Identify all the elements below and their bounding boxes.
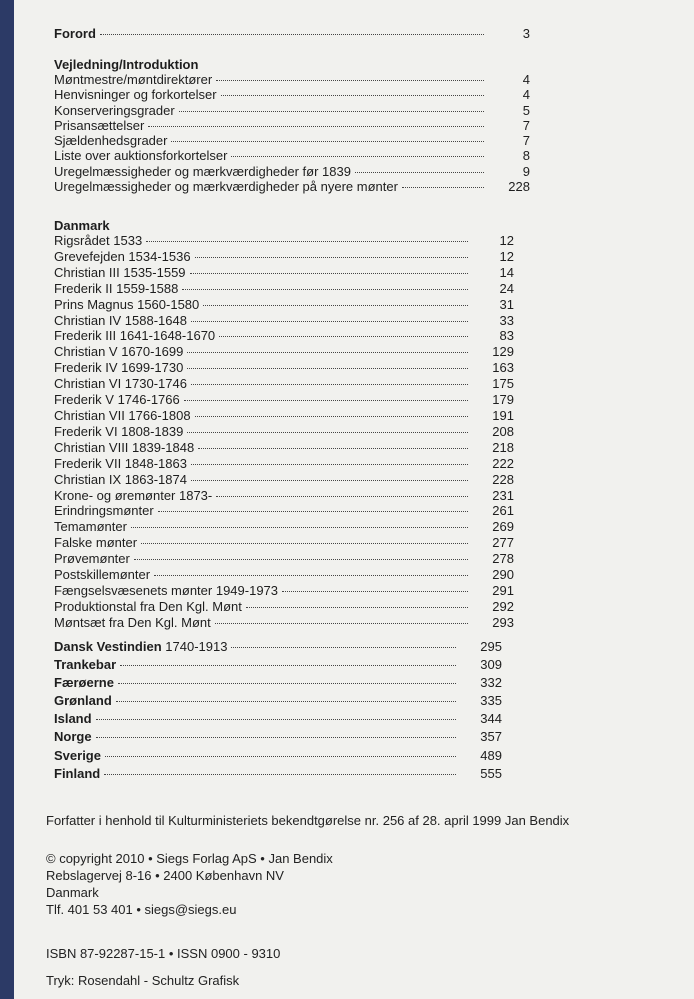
toc-page: 222 xyxy=(492,455,514,471)
toc-label: Frederik V 1746-1766 xyxy=(54,392,180,408)
toc-row xyxy=(54,148,530,163)
leader-dots xyxy=(179,111,484,112)
toc-row xyxy=(54,440,514,456)
toc-label-suffix: 1740-1913 xyxy=(161,639,228,654)
toc-row xyxy=(54,72,530,87)
leader-dots xyxy=(191,480,468,481)
toc-label: Prisansættelser xyxy=(54,117,145,133)
toc-label-main: Finland xyxy=(54,765,101,781)
leader-dots xyxy=(184,400,468,401)
toc-page: 269 xyxy=(492,519,514,535)
leader-dots xyxy=(118,683,456,684)
toc-row xyxy=(54,472,514,488)
toc-label: Frederik IV 1699-1730 xyxy=(54,360,184,376)
toc-row xyxy=(54,265,514,281)
toc-label-main: Dansk Vestindien xyxy=(54,639,162,654)
leader-dots xyxy=(141,543,468,544)
toc-page: 228 xyxy=(508,179,530,195)
toc-row xyxy=(54,164,530,179)
toc-label: Produktionstal fra Den Kgl. Mønt xyxy=(54,598,242,614)
book-page xyxy=(14,0,694,999)
toc-page: 357 xyxy=(480,729,502,745)
toc-label: Christian VI 1730-1746 xyxy=(54,376,187,392)
toc-row xyxy=(54,133,530,148)
toc-label-main: Trankebar xyxy=(54,657,117,673)
toc-label-main: Færøerne xyxy=(54,675,114,691)
toc-regions-section xyxy=(54,638,502,783)
toc-page: 12 xyxy=(499,248,514,264)
toc-page: 332 xyxy=(480,675,502,691)
toc-foreword xyxy=(54,26,530,42)
toc-label: Prøvemønter xyxy=(54,551,130,567)
leader-dots xyxy=(191,321,468,322)
toc-label-main: Norge xyxy=(54,729,92,745)
toc-row xyxy=(54,728,502,746)
toc-label-main: Sverige xyxy=(54,747,101,763)
contact-line: Tlf. 401 53 401 • siegs@siegs.eu xyxy=(46,902,237,917)
toc-label: Frederik III 1641-1648-1670 xyxy=(54,328,216,344)
toc-page: 261 xyxy=(492,503,514,519)
leader-dots xyxy=(231,647,456,648)
leader-dots xyxy=(154,575,468,576)
leader-dots xyxy=(187,352,468,353)
toc-page: 4 xyxy=(522,72,530,87)
leader-dots xyxy=(171,141,484,142)
leader-dots xyxy=(216,496,468,497)
toc-label: Christian V 1670-1699 xyxy=(54,344,184,360)
toc-page: 5 xyxy=(522,102,530,118)
toc-label: Krone- og øremønter 1873- xyxy=(54,487,213,503)
toc-page: 489 xyxy=(480,747,502,763)
toc-label: Christian VII 1766-1808 xyxy=(54,407,191,423)
toc-label: Forord xyxy=(54,26,96,41)
toc-label xyxy=(54,765,100,783)
toc-page: 291 xyxy=(492,582,514,598)
toc-page: 24 xyxy=(499,280,514,296)
toc-page: 292 xyxy=(492,598,514,614)
toc-row xyxy=(54,674,502,692)
section-heading: Danmark xyxy=(54,218,110,233)
toc-label: Fængselsvæsenets mønter 1949-1973 xyxy=(54,582,279,598)
toc-page: 83 xyxy=(499,328,514,344)
toc-label-main: Grønland xyxy=(54,693,112,709)
toc-page: 163 xyxy=(492,360,514,376)
toc-row xyxy=(54,583,514,599)
toc-row xyxy=(54,503,514,519)
toc-page: 7 xyxy=(522,133,530,149)
leader-dots xyxy=(198,448,468,449)
leader-dots xyxy=(215,623,468,624)
toc-label: Erindringsmønter xyxy=(54,503,154,519)
toc-row xyxy=(54,535,514,551)
toc-page: 218 xyxy=(492,439,514,455)
regions-list xyxy=(54,638,502,783)
toc-label: Christian VIII 1839-1848 xyxy=(54,439,195,455)
toc-row xyxy=(54,118,530,133)
toc-row xyxy=(54,638,502,656)
toc-page: 175 xyxy=(492,376,514,392)
leader-dots xyxy=(146,241,468,242)
toc-page: 4 xyxy=(522,87,530,103)
toc-row xyxy=(54,710,502,728)
copyright-line: © copyright 2010 • Siegs Forlag ApS • Jan Bendix xyxy=(46,851,333,866)
toc-label xyxy=(54,638,227,656)
toc-page: 3 xyxy=(522,26,530,41)
isbn-line: ISBN 87-92287-15-1 • ISSN 0900 - 9310 xyxy=(46,946,281,961)
author-note: Forfatter i henhold til Kulturministeriets bekendtgørelse nr. 256 af 28. april 1999 Jan Bendix xyxy=(46,813,570,828)
toc-page: 33 xyxy=(499,312,514,328)
leader-dots xyxy=(246,607,468,608)
imprint xyxy=(46,812,686,829)
toc-label: Postskillemønter xyxy=(54,567,151,583)
toc-label: Falske mønter xyxy=(54,535,138,551)
toc-row xyxy=(54,488,514,504)
toc-label: Frederik II 1559-1588 xyxy=(54,280,179,296)
toc-page: 191 xyxy=(492,407,514,423)
leader-dots xyxy=(134,559,468,560)
leader-dots xyxy=(231,156,484,157)
printer-line: Tryk: Rosendahl - Schultz Grafisk xyxy=(46,973,240,988)
toc-page: 555 xyxy=(480,765,502,781)
toc-page: 344 xyxy=(480,711,502,727)
toc-page: 309 xyxy=(480,657,502,673)
toc-row xyxy=(54,392,514,408)
leader-dots xyxy=(96,737,456,738)
toc-row xyxy=(54,249,514,265)
toc-label-main: Island xyxy=(54,711,92,727)
toc-page: 31 xyxy=(499,296,514,312)
imprint-isbn xyxy=(46,945,686,962)
leader-dots xyxy=(104,774,456,775)
toc-row xyxy=(54,692,502,710)
toc-page: 290 xyxy=(492,567,514,583)
toc-page: 12 xyxy=(499,233,514,248)
toc-label xyxy=(54,692,112,710)
leader-dots xyxy=(216,80,484,81)
toc-label xyxy=(54,728,92,746)
toc-page: 335 xyxy=(480,693,502,709)
toc-page: 228 xyxy=(492,471,514,487)
toc-page: 277 xyxy=(492,535,514,551)
toc-label: Liste over auktionsforkortelser xyxy=(54,148,228,164)
toc-page: 295 xyxy=(480,639,502,654)
toc-row xyxy=(54,313,514,329)
leader-dots xyxy=(195,416,468,417)
leader-dots xyxy=(116,701,456,702)
toc-row xyxy=(54,328,514,344)
toc-label: Uregelmæssigheder og mærkværdigheder på nyere mønter xyxy=(54,179,398,195)
toc-page: 8 xyxy=(522,148,530,164)
toc-row xyxy=(54,519,514,535)
toc-page: 293 xyxy=(492,614,514,630)
toc-label: Frederik VI 1808-1839 xyxy=(54,423,184,439)
toc-label: Møntmestre/møntdirektører xyxy=(54,72,213,87)
leader-dots xyxy=(195,257,468,258)
toc-row xyxy=(54,424,514,440)
imprint-publisher xyxy=(46,850,686,918)
address-line: Rebslagervej 8-16 • 2400 København NV xyxy=(46,868,284,883)
toc-page: 278 xyxy=(492,551,514,567)
toc-page: 129 xyxy=(492,344,514,360)
leader-dots xyxy=(219,336,468,337)
toc-label xyxy=(54,674,114,692)
toc-label: Christian III 1535-1559 xyxy=(54,264,186,280)
imprint-printer xyxy=(46,972,686,989)
toc-row xyxy=(54,599,514,615)
section-heading: Vejledning/Introduktion xyxy=(54,57,199,72)
toc-label xyxy=(54,710,92,728)
toc-row xyxy=(54,179,530,194)
toc-row xyxy=(54,615,514,631)
toc-label: Konserveringsgrader xyxy=(54,102,175,118)
country-line: Danmark xyxy=(46,885,99,900)
toc-label xyxy=(54,656,116,674)
toc-row xyxy=(54,456,514,472)
toc-guide-section xyxy=(54,57,530,194)
leader-dots xyxy=(182,289,468,290)
toc-page: 208 xyxy=(492,423,514,439)
toc-label: Møntsæt fra Den Kgl. Mønt xyxy=(54,614,211,630)
toc-label: Sjældenhedsgrader xyxy=(54,133,168,149)
toc-label: Frederik VII 1848-1863 xyxy=(54,455,187,471)
toc-row xyxy=(54,376,514,392)
leader-dots xyxy=(100,34,484,35)
denmark-list xyxy=(54,233,514,631)
toc-label: Grevefejden 1534-1536 xyxy=(54,248,191,264)
toc-label: Rigsrådet 1533 xyxy=(54,233,143,248)
toc-row xyxy=(54,281,514,297)
toc-row xyxy=(54,233,514,249)
toc-label: Henvisninger og forkortelser xyxy=(54,87,217,103)
toc-row xyxy=(54,297,514,313)
toc-label: Uregelmæssigheder og mærkværdigheder før 1839 xyxy=(54,163,351,179)
leader-dots xyxy=(158,511,468,512)
toc-row xyxy=(54,656,502,674)
leader-dots xyxy=(96,719,456,720)
toc-row xyxy=(54,408,514,424)
toc-row xyxy=(54,103,530,118)
toc-row xyxy=(54,360,514,376)
leader-dots xyxy=(187,432,468,433)
toc-row xyxy=(54,26,530,42)
toc-denmark-section xyxy=(54,218,514,631)
toc-label: Christian IX 1863-1874 xyxy=(54,471,187,487)
toc-page: 9 xyxy=(522,163,530,179)
toc-page: 14 xyxy=(499,264,514,280)
leader-dots xyxy=(191,384,468,385)
leader-dots xyxy=(187,368,468,369)
leader-dots xyxy=(131,527,468,528)
toc-row xyxy=(54,551,514,567)
leader-dots xyxy=(191,464,468,465)
toc-page: 7 xyxy=(522,117,530,133)
leader-dots xyxy=(190,273,468,274)
leader-dots xyxy=(203,305,468,306)
toc-label xyxy=(54,747,101,765)
leader-dots xyxy=(282,591,468,592)
toc-row xyxy=(54,344,514,360)
toc-page: 179 xyxy=(492,392,514,408)
toc-label: Christian IV 1588-1648 xyxy=(54,312,187,328)
toc-row xyxy=(54,567,514,583)
leader-dots xyxy=(120,665,456,666)
toc-row xyxy=(54,87,530,102)
toc-row xyxy=(54,765,502,783)
toc-label: Prins Magnus 1560-1580 xyxy=(54,296,200,312)
leader-dots xyxy=(105,756,456,757)
leader-dots xyxy=(148,126,484,127)
leader-dots xyxy=(355,172,484,173)
guide-list xyxy=(54,72,530,194)
leader-dots xyxy=(221,95,484,96)
toc-row xyxy=(54,747,502,765)
toc-label: Temamønter xyxy=(54,519,127,535)
leader-dots xyxy=(402,187,484,188)
toc-page: 231 xyxy=(492,487,514,503)
